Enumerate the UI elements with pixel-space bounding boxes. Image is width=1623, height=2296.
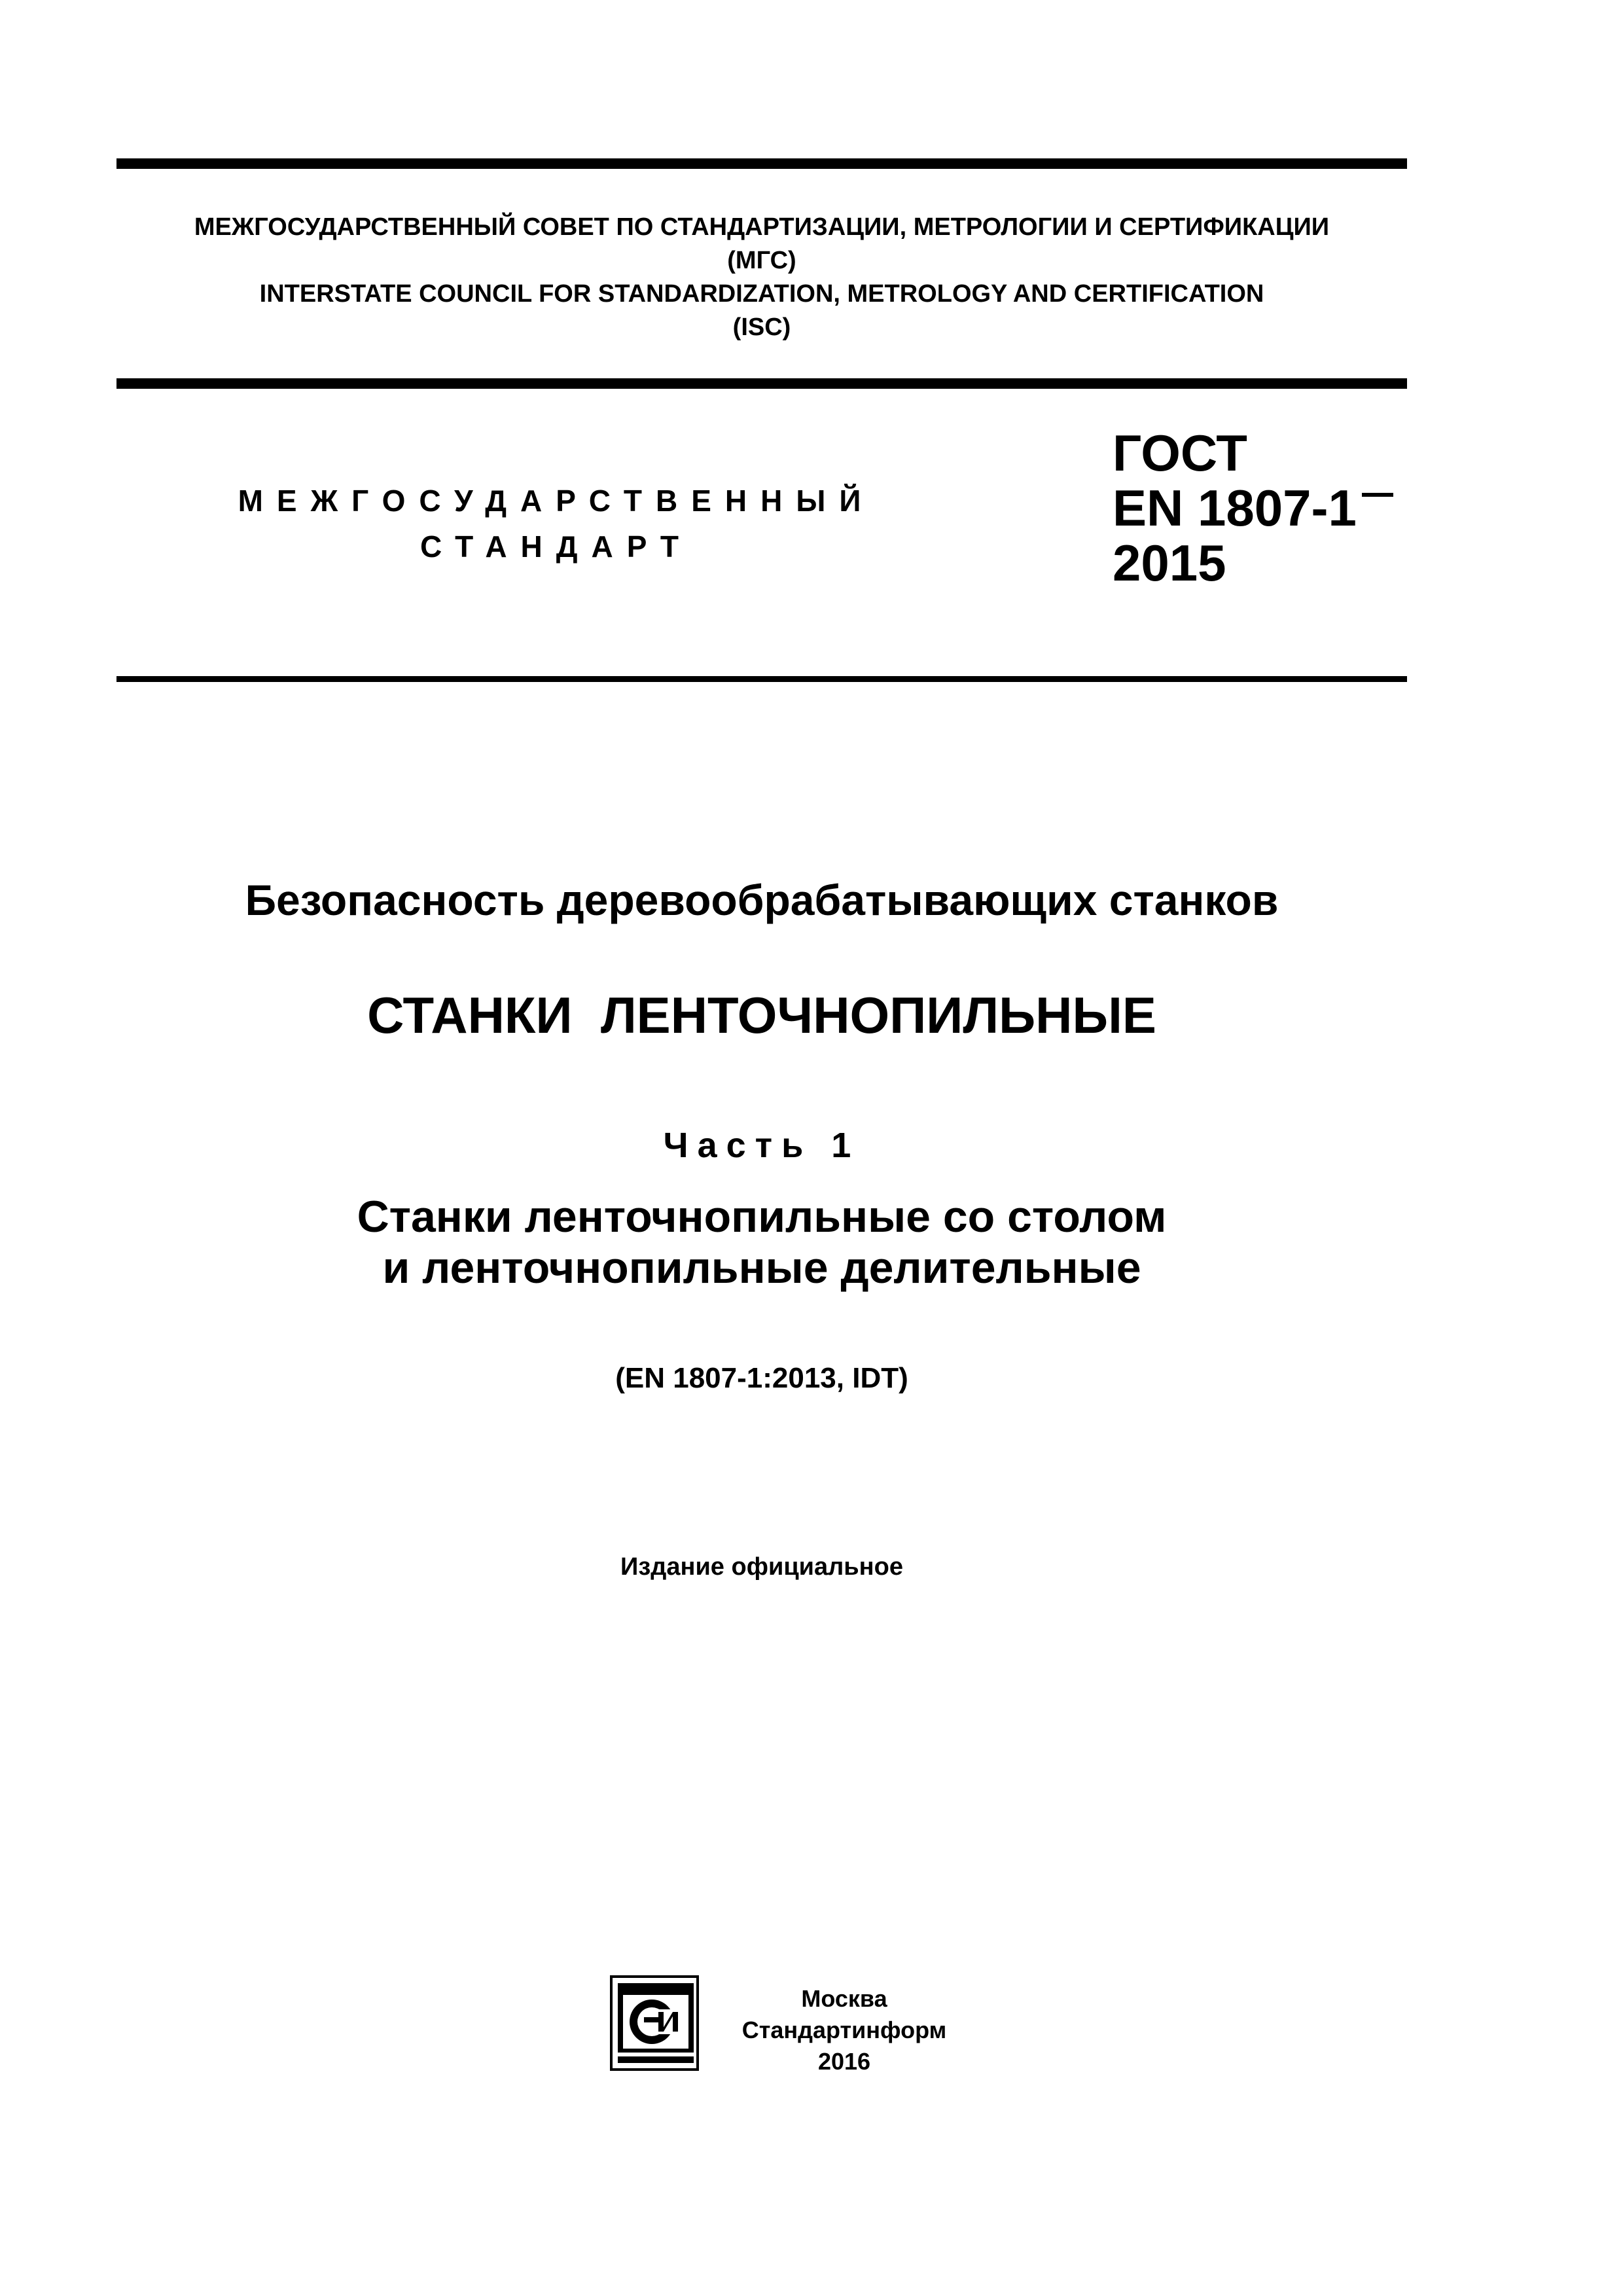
publisher-name: Стандартинформ — [741, 2017, 947, 2043]
council-name-ru: МЕЖГОСУДАРСТВЕННЫЙ СОВЕТ ПО СТАНДАРТИЗАЦИИ, МЕТРОЛОГИИ И СЕРТИФИКАЦИИ — [194, 213, 1330, 241]
council-name-en: INTERSTATE COUNCIL FOR STANDARDIZATION, METROLOGY AND CERTIFICATION — [259, 280, 1264, 308]
standard-kind-line2: СТАНДАРТ — [420, 529, 692, 564]
gost-number: EN 1807-1 — [1113, 479, 1357, 537]
gost-number-line — [1113, 480, 1393, 535]
identity-reference: (EN 1807-1:2013, IDT) — [615, 1362, 908, 1394]
standard-kind — [196, 478, 916, 569]
standard-kind-line1: МЕЖГОСУДАРСТВЕННЫЙ — [238, 484, 875, 518]
main-title: СТАНКИ ЛЕНТОЧНОПИЛЬНЫЕ — [367, 986, 1156, 1044]
edition-label: Издание официальное — [620, 1553, 903, 1581]
publisher-city: Москва — [801, 1985, 887, 2012]
part-title — [116, 1191, 1407, 1293]
general-title: Безопасность деревообрабатывающих станков — [245, 876, 1279, 924]
part-title-line1: Станки ленточнопильные со столом — [357, 1192, 1167, 1242]
part-title-line2: и ленточнопильные делительные — [382, 1243, 1141, 1293]
gost-designation — [1113, 425, 1393, 590]
publisher-block — [720, 1983, 969, 2077]
part-label: Часть 1 — [663, 1126, 861, 1165]
council-abbr-ru: (МГС) — [727, 247, 796, 274]
publisher-year: 2016 — [817, 2048, 871, 2075]
council-rule — [116, 378, 1407, 389]
council-abbr-en: (ISC) — [732, 314, 791, 341]
gost-dash — [1362, 493, 1393, 497]
gost-year: 2015 — [1113, 534, 1226, 592]
gost-label: ГОСТ — [1113, 424, 1247, 482]
top-rule — [116, 158, 1407, 169]
standartinform-logo-icon — [610, 1975, 702, 2073]
designation-rule — [116, 676, 1407, 682]
council-header — [116, 211, 1407, 344]
